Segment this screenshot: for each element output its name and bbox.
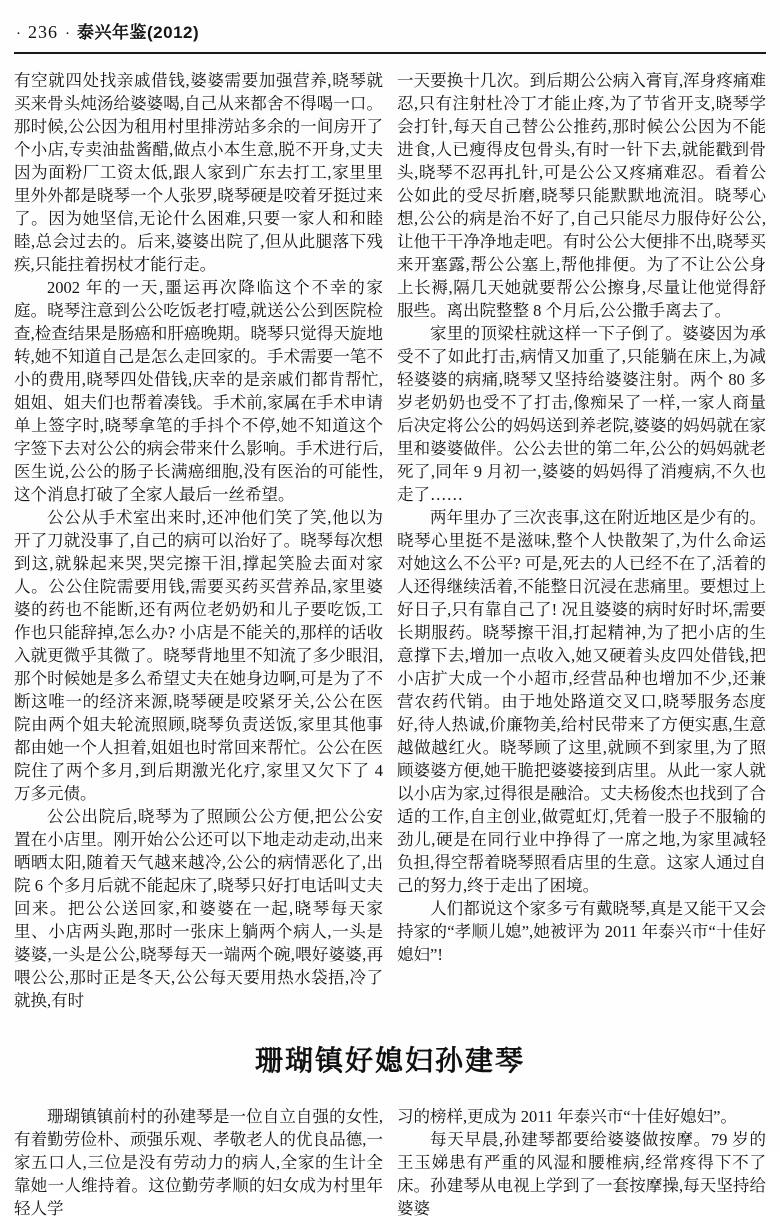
paragraph: 人们都说这个家多亏有戴晓琴,真是又能干又会持家的“孝顺儿媳”,她被评为 2011 年泰兴市“十佳好媳妇”! — [397, 899, 766, 964]
book-title: 泰兴年鉴(2012) — [77, 23, 200, 42]
paragraph: 有空就四处找亲戚借钱,婆婆需要加强营养,晓琴就买来骨头炖汤给婆婆喝,自己从来都舍不得喝一口。那时候,公公因为租用村里排涝站多余的一间房开了个小店,专卖油盐酱醋,做点小本生意,脱不开身,丈夫因为面粉厂工资太低,跟人家到广东去打工,家里里里外外都是晓琴一个人张罗,晓琴硬是咬着牙挺过来了。因为她坚信,无论什么困难,只要一家人和和睦睦,总会过去的。后来,婆婆出院了,但从此腿落下残疾,只能拄着拐杖才能行走。 — [14, 71, 383, 274]
paragraph: 家里的顶梁柱就这样一下子倒了。婆婆因为承受不了如此打击,病情又加重了,只能躺在床上,为减轻婆婆的病痛,晓琴又坚持给婆婆注射。两个 80 多岁老奶奶也受不了打击,像痴呆了一样,一家人商量后决定将公公的妈妈送到养老院,婆婆的妈妈就在家里和婆婆做伴。公公去世的第二年,公公的妈妈就老死了,同年 9 月初一,婆婆的妈妈得了消瘦病,不久也走了…… — [397, 324, 766, 504]
header-dot-left: · — [16, 26, 21, 42]
paragraph: 珊瑚镇镇前村的孙建琴是一位自立自强的女性,有着勤劳俭朴、顽强乐观、孝敬老人的优良品德,一家五口人,三位是没有劳动力的病人,全家的生计全靠她一人维持着。这位勤劳孝顺的妇女成为村里年轻人学 — [14, 1107, 383, 1218]
paragraph: 习的榜样,更成为 2011 年泰兴市“十佳好媳妇”。 — [397, 1107, 737, 1126]
paragraph: 公公出院后,晓琴为了照顾公公方便,把公公安置在小店里。刚开始公公还可以下地走动走动,出来晒晒太阳,随着天气越来越冷,公公的病情恶化了,出院 6 个多月后就不能起床了,晓琴只好打电话叫丈夫回来。把公公送回家,和婆婆在一起,晓琴每天家里、小店两头跑,那时一张床上躺两个病人,一头是婆婆,一头是公公,晓琴每天一端两个碗,喂好婆婆,再喂公公,那时正是冬天,公公每天要用热水袋捂,冷了就换,有时 — [14, 807, 383, 1010]
paragraph: 公公从手术室出来时,还冲他们笑了笑,他以为开了刀就没事了,自己的病可以治好了。晓琴每次想到这,就躲起来哭,哭完擦干泪,撑起笑脸去面对家人。公公住院需要用钱,需要买药买营养品,家里婆婆的药也不能断,还有两位老奶奶和儿子要吃饭,工作也只能辞掉,怎么办? 小店是不能关的,那样的话收入就更微乎其微了。晓琴背地里不知流了多少眼泪,那个时候她是多么希望丈夫在她身边啊,可是为了不断这唯一的经济来源,晓琴硬是咬紧牙关,公公在医院由两个姐夫轮流照顾,晓琴负责送饭,家里其他事都由她一个人担着,姐姐也时常回来帮忙。公公在医院住了两个多月,到后期激光化疗,家里又欠下了 4 万多元债。 — [14, 508, 383, 803]
article-top-left-column — [14, 69, 383, 1012]
header-dot-right: · — [65, 26, 70, 42]
article-bottom-columns — [14, 1105, 766, 1220]
paragraph: 每天早晨,孙建琴都要给婆婆做按摩。79 岁的王玉娣患有严重的风湿和腰椎病,经常疼得下不了床。孙建琴从电视上学到了一套按摩操,每天坚持给婆婆 — [397, 1130, 766, 1218]
article-title: 珊瑚镇好媳妇孙建琴 — [254, 1045, 525, 1076]
article-top-columns — [14, 69, 766, 1012]
page-header — [14, 16, 766, 54]
paragraph: 一天要换十几次。到后期公公病入膏肓,浑身疼痛难忍,只有注射杜冷丁才能止疼,为了节省开支,晓琴学会打针,每天自己替公公推药,那时候公公因为不能进食,人已瘦得皮包骨头,有时一针下去,就能戳到骨头,晓琴不忍再扎针,可是公公又疼痛难忍。看着公公如此的受尽折磨,晓琴只能默默地流泪。晓琴心想,公公的病是治不好了,自己只能尽力服侍好公公,让他干干净净地走吧。有时公公大便排不出,晓琴买来开塞露,帮公公塞上,帮他排便。为了不让公公身上长褥,隔几天她就要帮公公擦身,尽量让他觉得舒服些。离出院整整 8 个月后,公公撒手离去了。 — [397, 71, 766, 320]
paragraph: 两年里办了三次丧事,这在附近地区是少有的。晓琴心里挺不是滋味,整个人快散架了,为什么命运对她这么不公平? 可是,死去的人已经不在了,活着的人还得继续活着,不能整日沉浸在悲痛里。要想过上好日子,只有靠自己了! 况且婆婆的病时好时坏,需要长期服药。晓琴擦干泪,打起精神,为了把小店的生意撑下去,增加一点收入,她又硬着头皮四处借钱,把小店扩大成一个小超市,经营品种也增加不少,还兼营农药代销。由于地处路道交叉口,晓琴服务态度好,待人热诚,价廉物美,给村民带来了方便实惠,生意越做越红火。晓琴顾了这里,就顾不到家里,为了照顾婆婆方便,她干脆把婆婆接到店里。从此一家人就以小店为家,过得很是融洽。丈夫杨俊杰也找到了合适的工作,自主创业,做霓虹灯,凭着一股子不服输的劲儿,硬是在同行业中挣得了一席之地,为家里减轻负担,得空帮着晓琴照看店里的生意。这家人通过自己的努力,终于走出了困境。 — [397, 508, 766, 895]
article-bottom-left-column — [14, 1105, 383, 1220]
page-number: 236 — [28, 22, 58, 42]
article-bottom-right-column — [397, 1105, 766, 1220]
article-top-right-column — [397, 69, 766, 1012]
paragraph: 2002 年的一天,噩运再次降临这个不幸的家庭。晓琴注意到公公吃饭老打噎,就送公公到医院检查,检查结果是肠癌和肝癌晚期。晓琴只觉得天旋地转,她不知道自己是怎么走回家的。手术需要一笔不小的费用,晓琴四处借钱,庆幸的是亲戚们都肯帮忙,姐姐、姐夫们也帮着凑钱。手术前,家属在手术申请单上签字时,晓琴拿笔的手抖个不停,她不知道这个字签下去对公公的病会带来什么影响。手术进行后,医生说,公公的肠子长满癌细胞,没有医治的可能性,这个消息打破了全家人最后一丝希望。 — [14, 278, 383, 504]
